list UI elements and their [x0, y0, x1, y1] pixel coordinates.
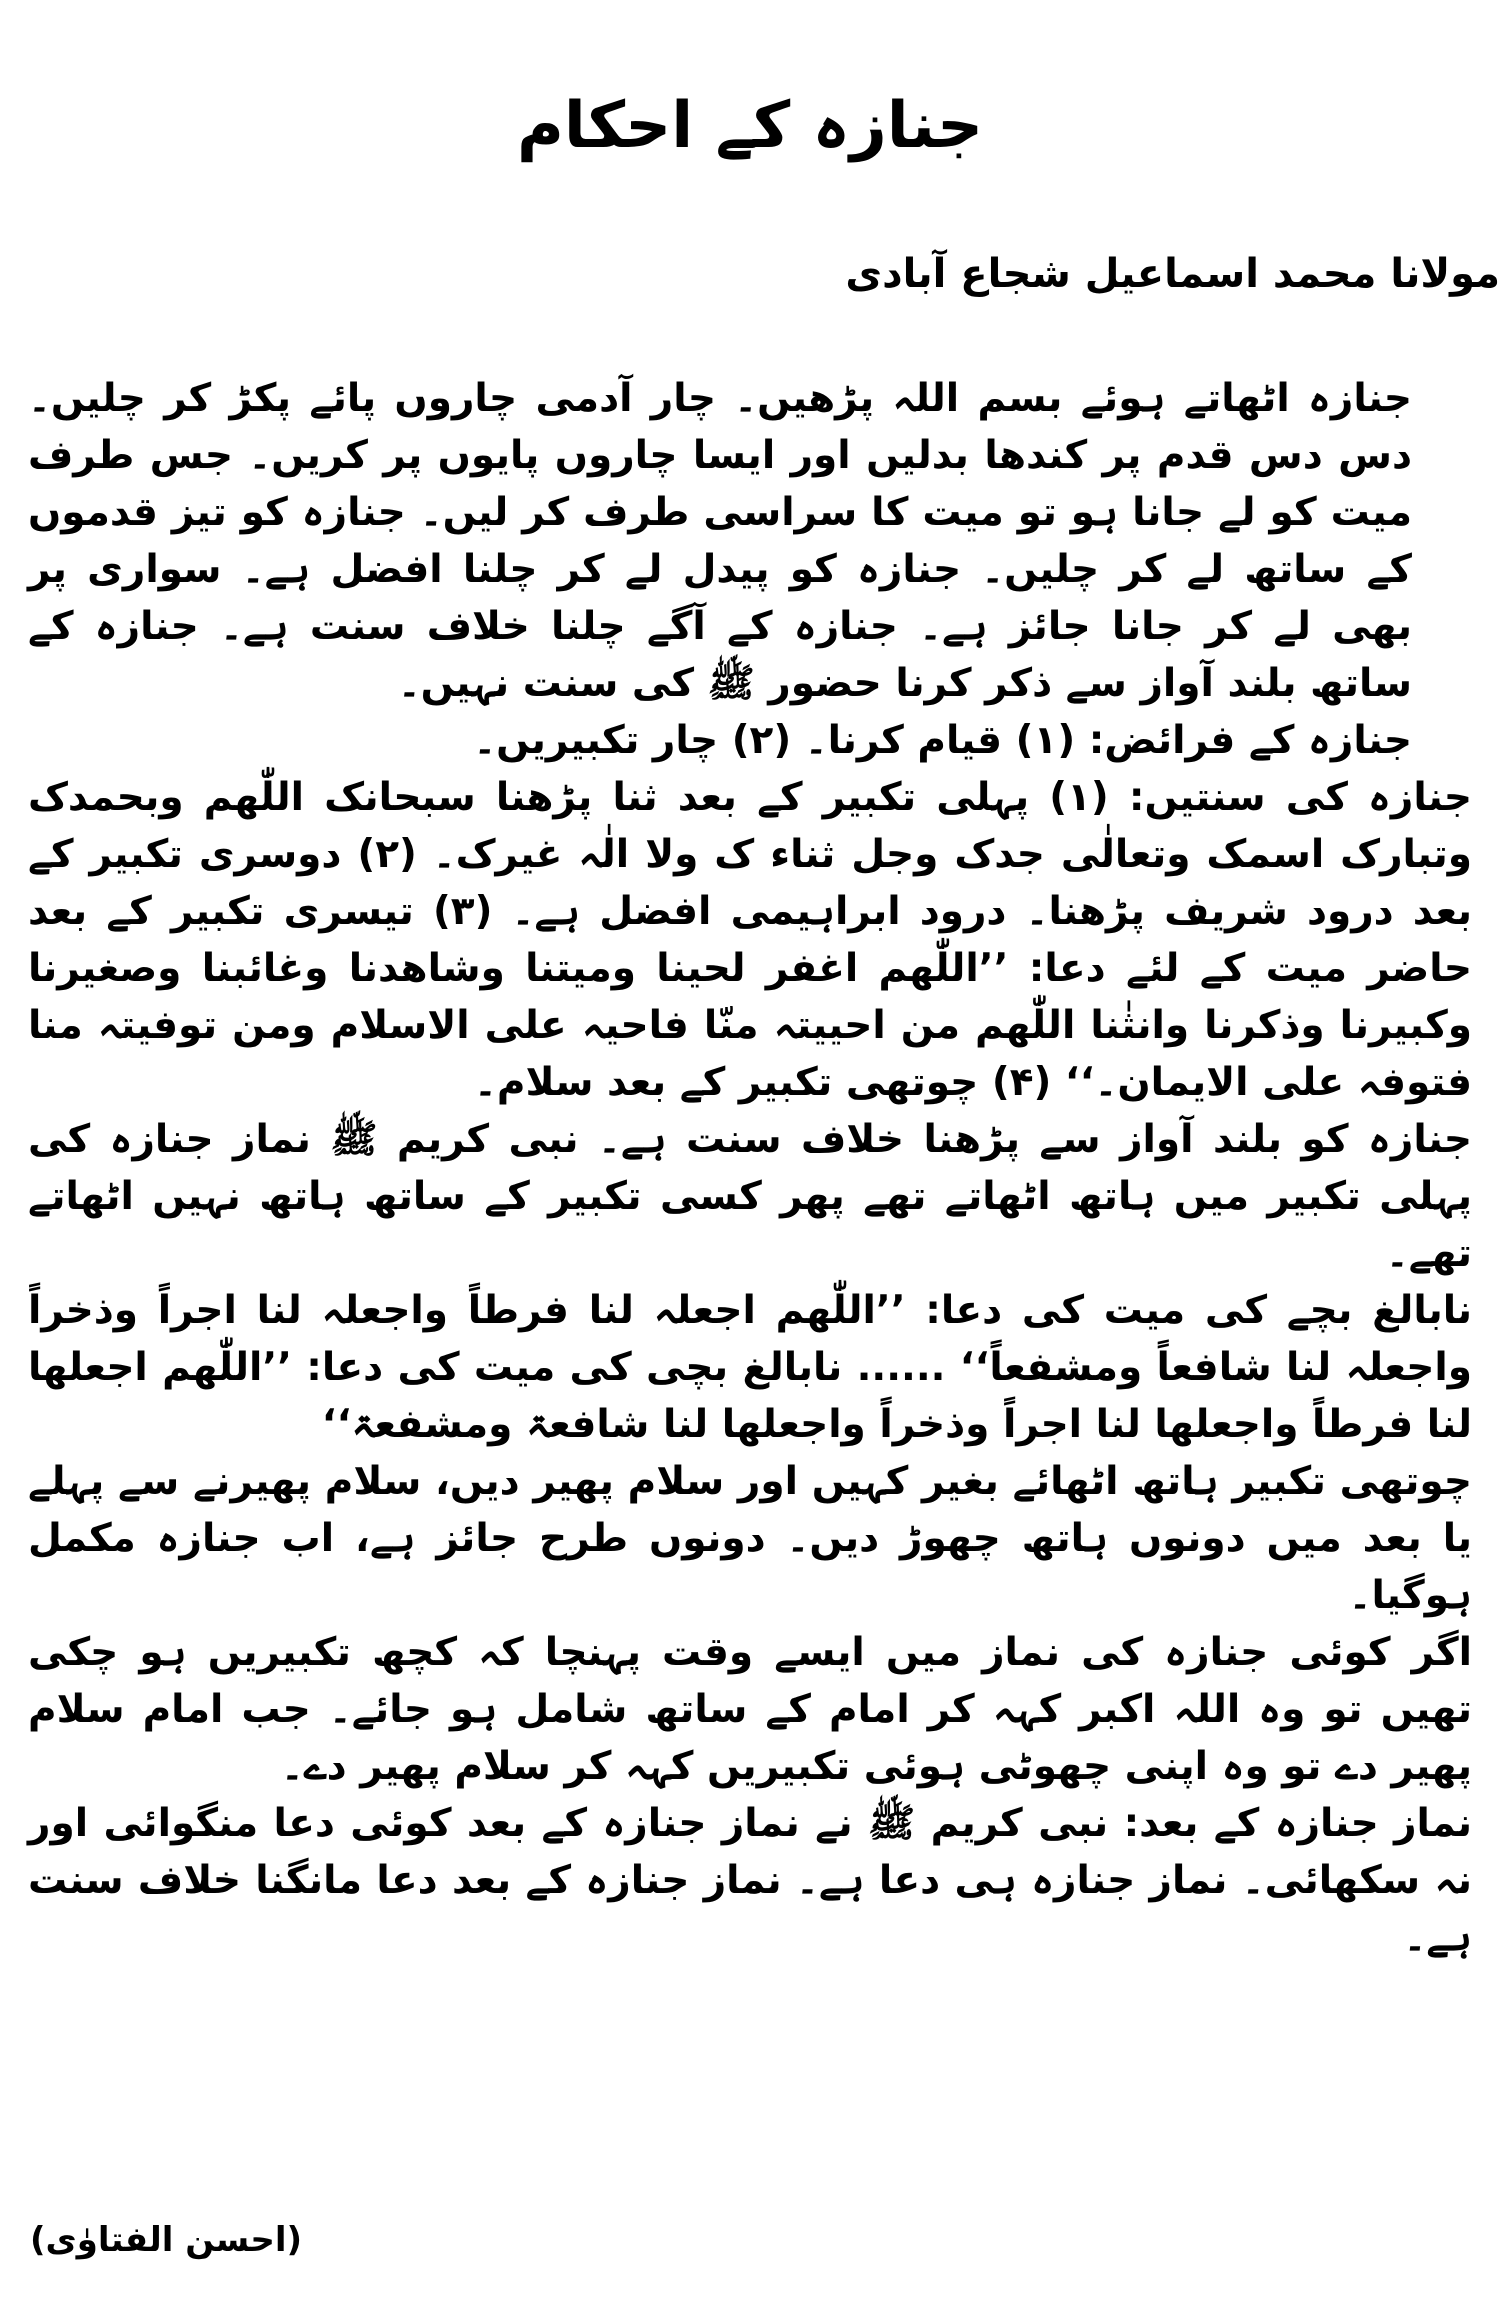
paragraph-funeral-carrying: جنازہ اٹھاتے ہوئے بسم اللہ پڑھیں۔ چار آدمی چاروں پائے پکڑ کر چلیں۔ دس دس قدم پر کندھا بدلیں اور ایسا چاروں پایوں پر کریں۔ جس طرف میت کو لے جانا ہو تو میت کا سراسی طرف کر لیں۔ جنازہ کو تیز قدموں کے ساتھ لے کر چلیں۔ جنازہ کو پیدل لے کر چلنا افضل ہے۔ سواری پر بھی لے کر جانا جائز ہے۔ جنازہ کے آگے چلنا خلاف سنت ہے۔ جنازہ کے ساتھ بلند آواز سے ذکر کرنا حضور ﷺ کی سنت نہیں۔ — [28, 376, 1412, 706]
paragraph-late-joiner: اگر کوئی جنازہ کی نماز میں ایسے وقت پہنچا کہ کچھ تکبیریں ہو چکی تھیں تو وہ اللہ اکبر کہہ کر امام کے ساتھ شامل ہو جائے۔ جب امام سلام پھیر دے تو وہ اپنی چھوٹی ہوئی تکبیریں کہہ کر سلام پھیر دے۔ — [28, 1630, 1472, 1789]
paragraph-obligations: جنازہ کے فرائض: (۱) قیام کرنا۔ (۲) چار تکبیریں۔ — [473, 718, 1412, 763]
paragraph-child-dua: نابالغ بچے کی میت کی دعا: ’’اللّٰھم اجعلہ لنا فرطاً واجعلہ لنا اجراً وذخراً واجعلہ لنا شافعاً ومشفعاً‘‘ ...... نابالغ بچی کی میت کی دعا: ’’اللّٰھم اجعلھا لنا فرطاً واجعلھا لنا اجراً وذخراً واجعلھا لنا شافعۃ ومشفعۃ‘‘ — [28, 1288, 1472, 1447]
source-citation: (احسن الفتاوٰی) — [30, 2220, 303, 2260]
paragraph-fourth-takbeer: چوتھی تکبیر ہاتھ اٹھائے بغیر کہیں اور سلام پھیر دیں، سلام پھیرنے سے پہلے یا بعد میں دونوں ہاتھ چھوڑ دیں۔ دونوں طرح جائز ہے، اب جنازہ مکمل ہوگیا۔ — [28, 1459, 1472, 1618]
paragraph-sunnahs: جنازہ کی سنتیں: (۱) پہلی تکبیر کے بعد ثنا پڑھنا سبحانک اللّٰھم وبحمدک وتبارک اسمک وتعالٰی جدک وجل ثناء ک ولا الٰہ غیرک۔ (۲) دوسری تکبیر کے بعد درود شریف پڑھنا۔ درود ابراہیمی افضل ہے۔ (۳) تیسری تکبیر کے بعد حاضر میت کے لئے دعا: ’’اللّٰھم اغفر لحینا ومیتنا وشاھدنا وغائبنا وصغیرنا وکبیرنا وذکرنا وانثٰنا اللّٰھم من احییتہ منّا فاحیہ علی الاسلام ومن توفیتہ منا فتوفہ علی الایمان۔‘‘ (۴) چوتھی تکبیر کے بعد سلام۔ — [28, 775, 1473, 1105]
page-title: جنازہ کے احکام — [516, 89, 984, 163]
paragraph-after-prayer: نماز جنازہ کے بعد: نبی کریم ﷺ نے نماز جنازہ کے بعد کوئی دعا منگوائی اور نہ سکھائی۔ نماز جنازہ ہی دعا ہے۔ نماز جنازہ کے بعد دعا مانگنا خلاف سنت ہے۔ — [28, 1801, 1472, 1960]
article-body — [28, 370, 1472, 1966]
author-name: مولانا محمد اسماعیل شجاع آبادی — [845, 251, 1500, 297]
paragraph-loud-recitation: جنازہ کو بلند آواز سے پڑھنا خلاف سنت ہے۔ نبی کریم ﷺ نماز جنازہ کی پہلی تکبیر میں ہاتھ اٹھاتے تھے پھر کسی تکبیر کے ساتھ ہاتھ نہیں اٹھاتے تھے۔ — [28, 1117, 1472, 1276]
